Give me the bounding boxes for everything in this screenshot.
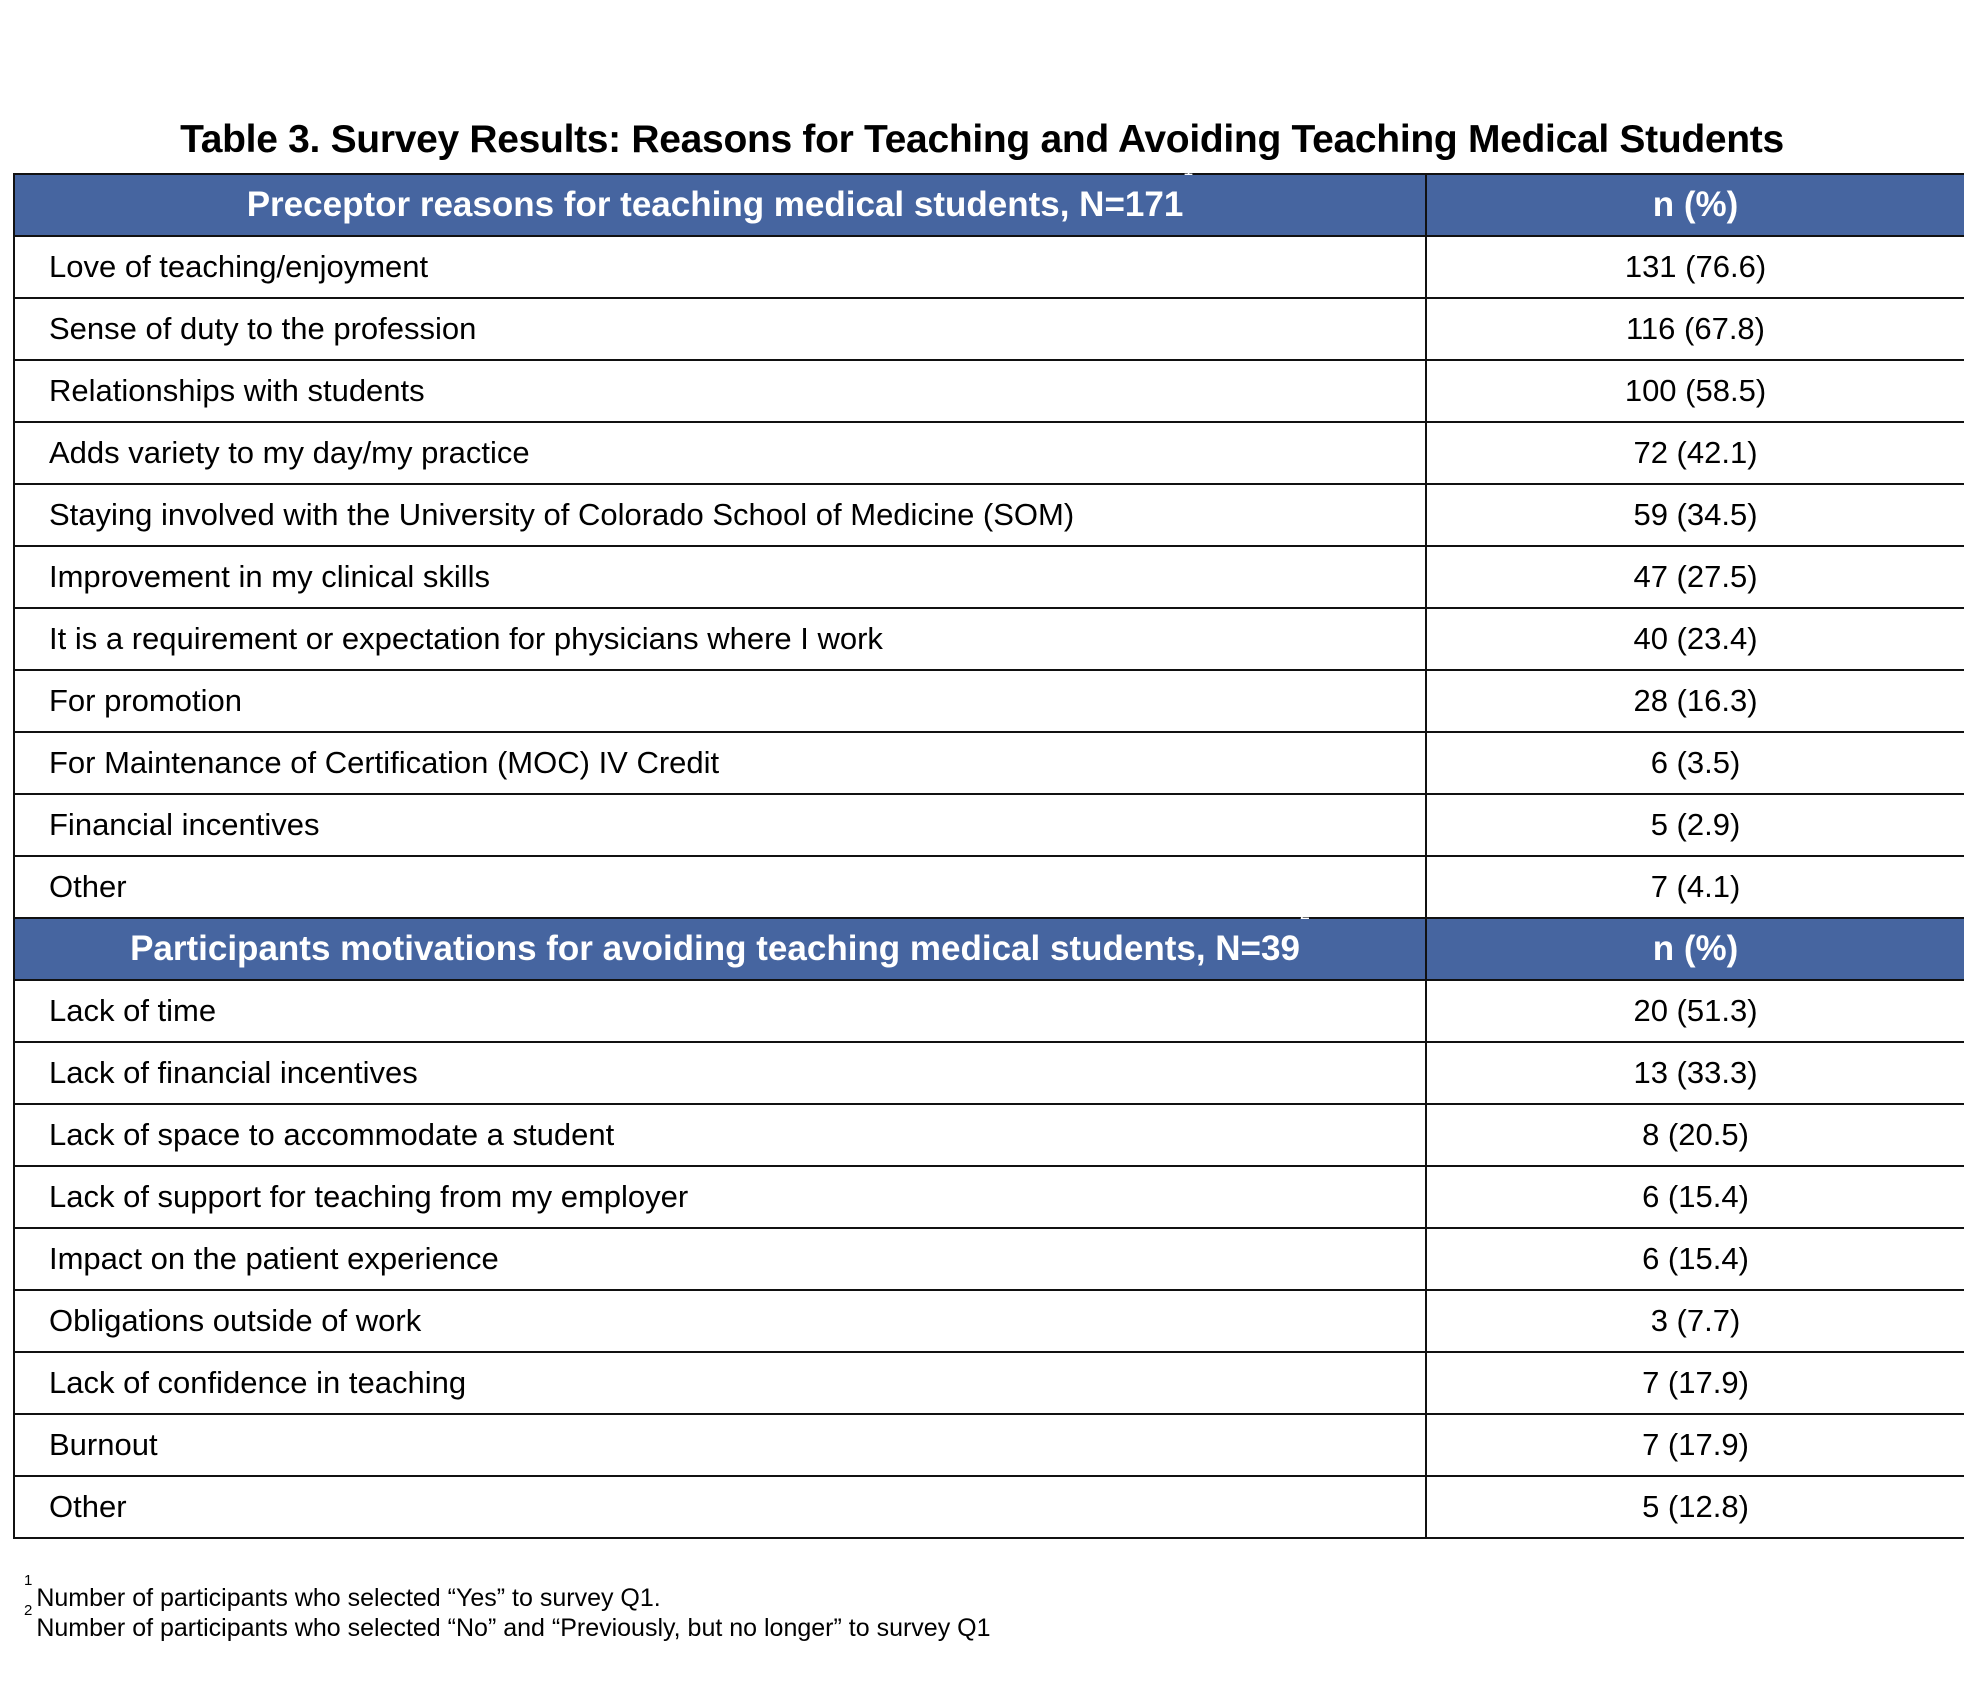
table-title: Table 3. Survey Results: Reasons for Teaching and Avoiding Teaching Medical Students <box>180 118 1784 161</box>
table-row <box>14 1414 1964 1476</box>
footnote-ref: 2 <box>1299 903 1310 923</box>
row-label: Staying involved with the University of Colorado School of Medicine (SOM) <box>14 484 1426 546</box>
table-row <box>14 980 1964 1042</box>
table-row <box>14 422 1964 484</box>
footnote-1 <box>24 1572 661 1613</box>
row-label: Burnout <box>14 1414 1426 1476</box>
row-value: 131 (76.6) <box>1426 236 1964 298</box>
table-row <box>14 1476 1964 1538</box>
footnote-text: Number of participants who selected “No” and “Previously, but no longer” to survey Q1 <box>36 1614 991 1642</box>
footnote-marker: 1 <box>24 1572 33 1589</box>
row-label: Impact on the patient experience <box>14 1228 1426 1290</box>
row-value: 13 (33.3) <box>1426 1042 1964 1104</box>
section-header-row <box>14 918 1964 980</box>
row-label: Sense of duty to the profession <box>14 298 1426 360</box>
row-label: Lack of confidence in teaching <box>14 1352 1426 1414</box>
value-column-header: n (%) <box>1426 918 1964 980</box>
row-label: Other <box>14 856 1426 918</box>
row-value: 5 (2.9) <box>1426 794 1964 856</box>
row-value: 8 (20.5) <box>1426 1104 1964 1166</box>
section-header-text: Preceptor reasons for teaching medical students, N=171 <box>246 185 1184 224</box>
row-label: Lack of financial incentives <box>14 1042 1426 1104</box>
table-row <box>14 546 1964 608</box>
table-row <box>14 236 1964 298</box>
section-header-row <box>14 174 1964 236</box>
row-label: Lack of space to accommodate a student <box>14 1104 1426 1166</box>
table-body <box>14 159 1964 1538</box>
table-row <box>14 1104 1964 1166</box>
row-label: For promotion <box>14 670 1426 732</box>
table-row <box>14 732 1964 794</box>
table-row <box>14 670 1964 732</box>
row-value: 20 (51.3) <box>1426 980 1964 1042</box>
row-value: 59 (34.5) <box>1426 484 1964 546</box>
row-value: 7 (17.9) <box>1426 1414 1964 1476</box>
row-label: Lack of time <box>14 980 1426 1042</box>
row-value: 100 (58.5) <box>1426 360 1964 422</box>
row-label: Financial incentives <box>14 794 1426 856</box>
row-label: Improvement in my clinical skills <box>14 546 1426 608</box>
row-label: Obligations outside of work <box>14 1290 1426 1352</box>
row-label: Lack of support for teaching from my employer <box>14 1166 1426 1228</box>
table-row <box>14 1042 1964 1104</box>
row-value: 6 (3.5) <box>1426 732 1964 794</box>
table-row <box>14 1166 1964 1228</box>
row-value: 5 (12.8) <box>1426 1476 1964 1538</box>
value-column-header: n (%) <box>1426 174 1964 236</box>
row-value: 47 (27.5) <box>1426 546 1964 608</box>
footnote-text: Number of participants who selected “Yes” to survey Q1. <box>36 1584 661 1612</box>
row-label: Love of teaching/enjoyment <box>14 236 1426 298</box>
section-header <box>14 159 1426 236</box>
row-label: Relationships with students <box>14 360 1426 422</box>
row-value: 6 (15.4) <box>1426 1166 1964 1228</box>
row-label: Other <box>14 1476 1426 1538</box>
row-label: For Maintenance of Certification (MOC) IV Credit <box>14 732 1426 794</box>
row-label: It is a requirement or expectation for physicians where I work <box>14 608 1426 670</box>
table-row <box>14 1290 1964 1352</box>
survey-results-table <box>13 159 1964 1539</box>
row-value: 116 (67.8) <box>1426 298 1964 360</box>
footnote-2 <box>24 1602 991 1643</box>
row-value: 7 (4.1) <box>1426 856 1964 918</box>
table-row <box>14 856 1964 918</box>
table-row <box>14 298 1964 360</box>
table-row <box>14 360 1964 422</box>
row-value: 6 (15.4) <box>1426 1228 1964 1290</box>
table-row <box>14 608 1964 670</box>
row-value: 40 (23.4) <box>1426 608 1964 670</box>
row-label: Adds variety to my day/my practice <box>14 422 1426 484</box>
footnote-ref: 1 <box>1183 159 1194 179</box>
section-header-text: Participants motivations for avoiding teaching medical students, N=39 <box>130 929 1300 968</box>
row-value: 28 (16.3) <box>1426 670 1964 732</box>
footnote-marker: 2 <box>24 1602 33 1619</box>
row-value: 72 (42.1) <box>1426 422 1964 484</box>
table-row <box>14 1352 1964 1414</box>
row-value: 3 (7.7) <box>1426 1290 1964 1352</box>
table-row <box>14 484 1964 546</box>
table-row <box>14 794 1964 856</box>
table-row <box>14 1228 1964 1290</box>
section-header <box>14 903 1426 980</box>
row-value: 7 (17.9) <box>1426 1352 1964 1414</box>
